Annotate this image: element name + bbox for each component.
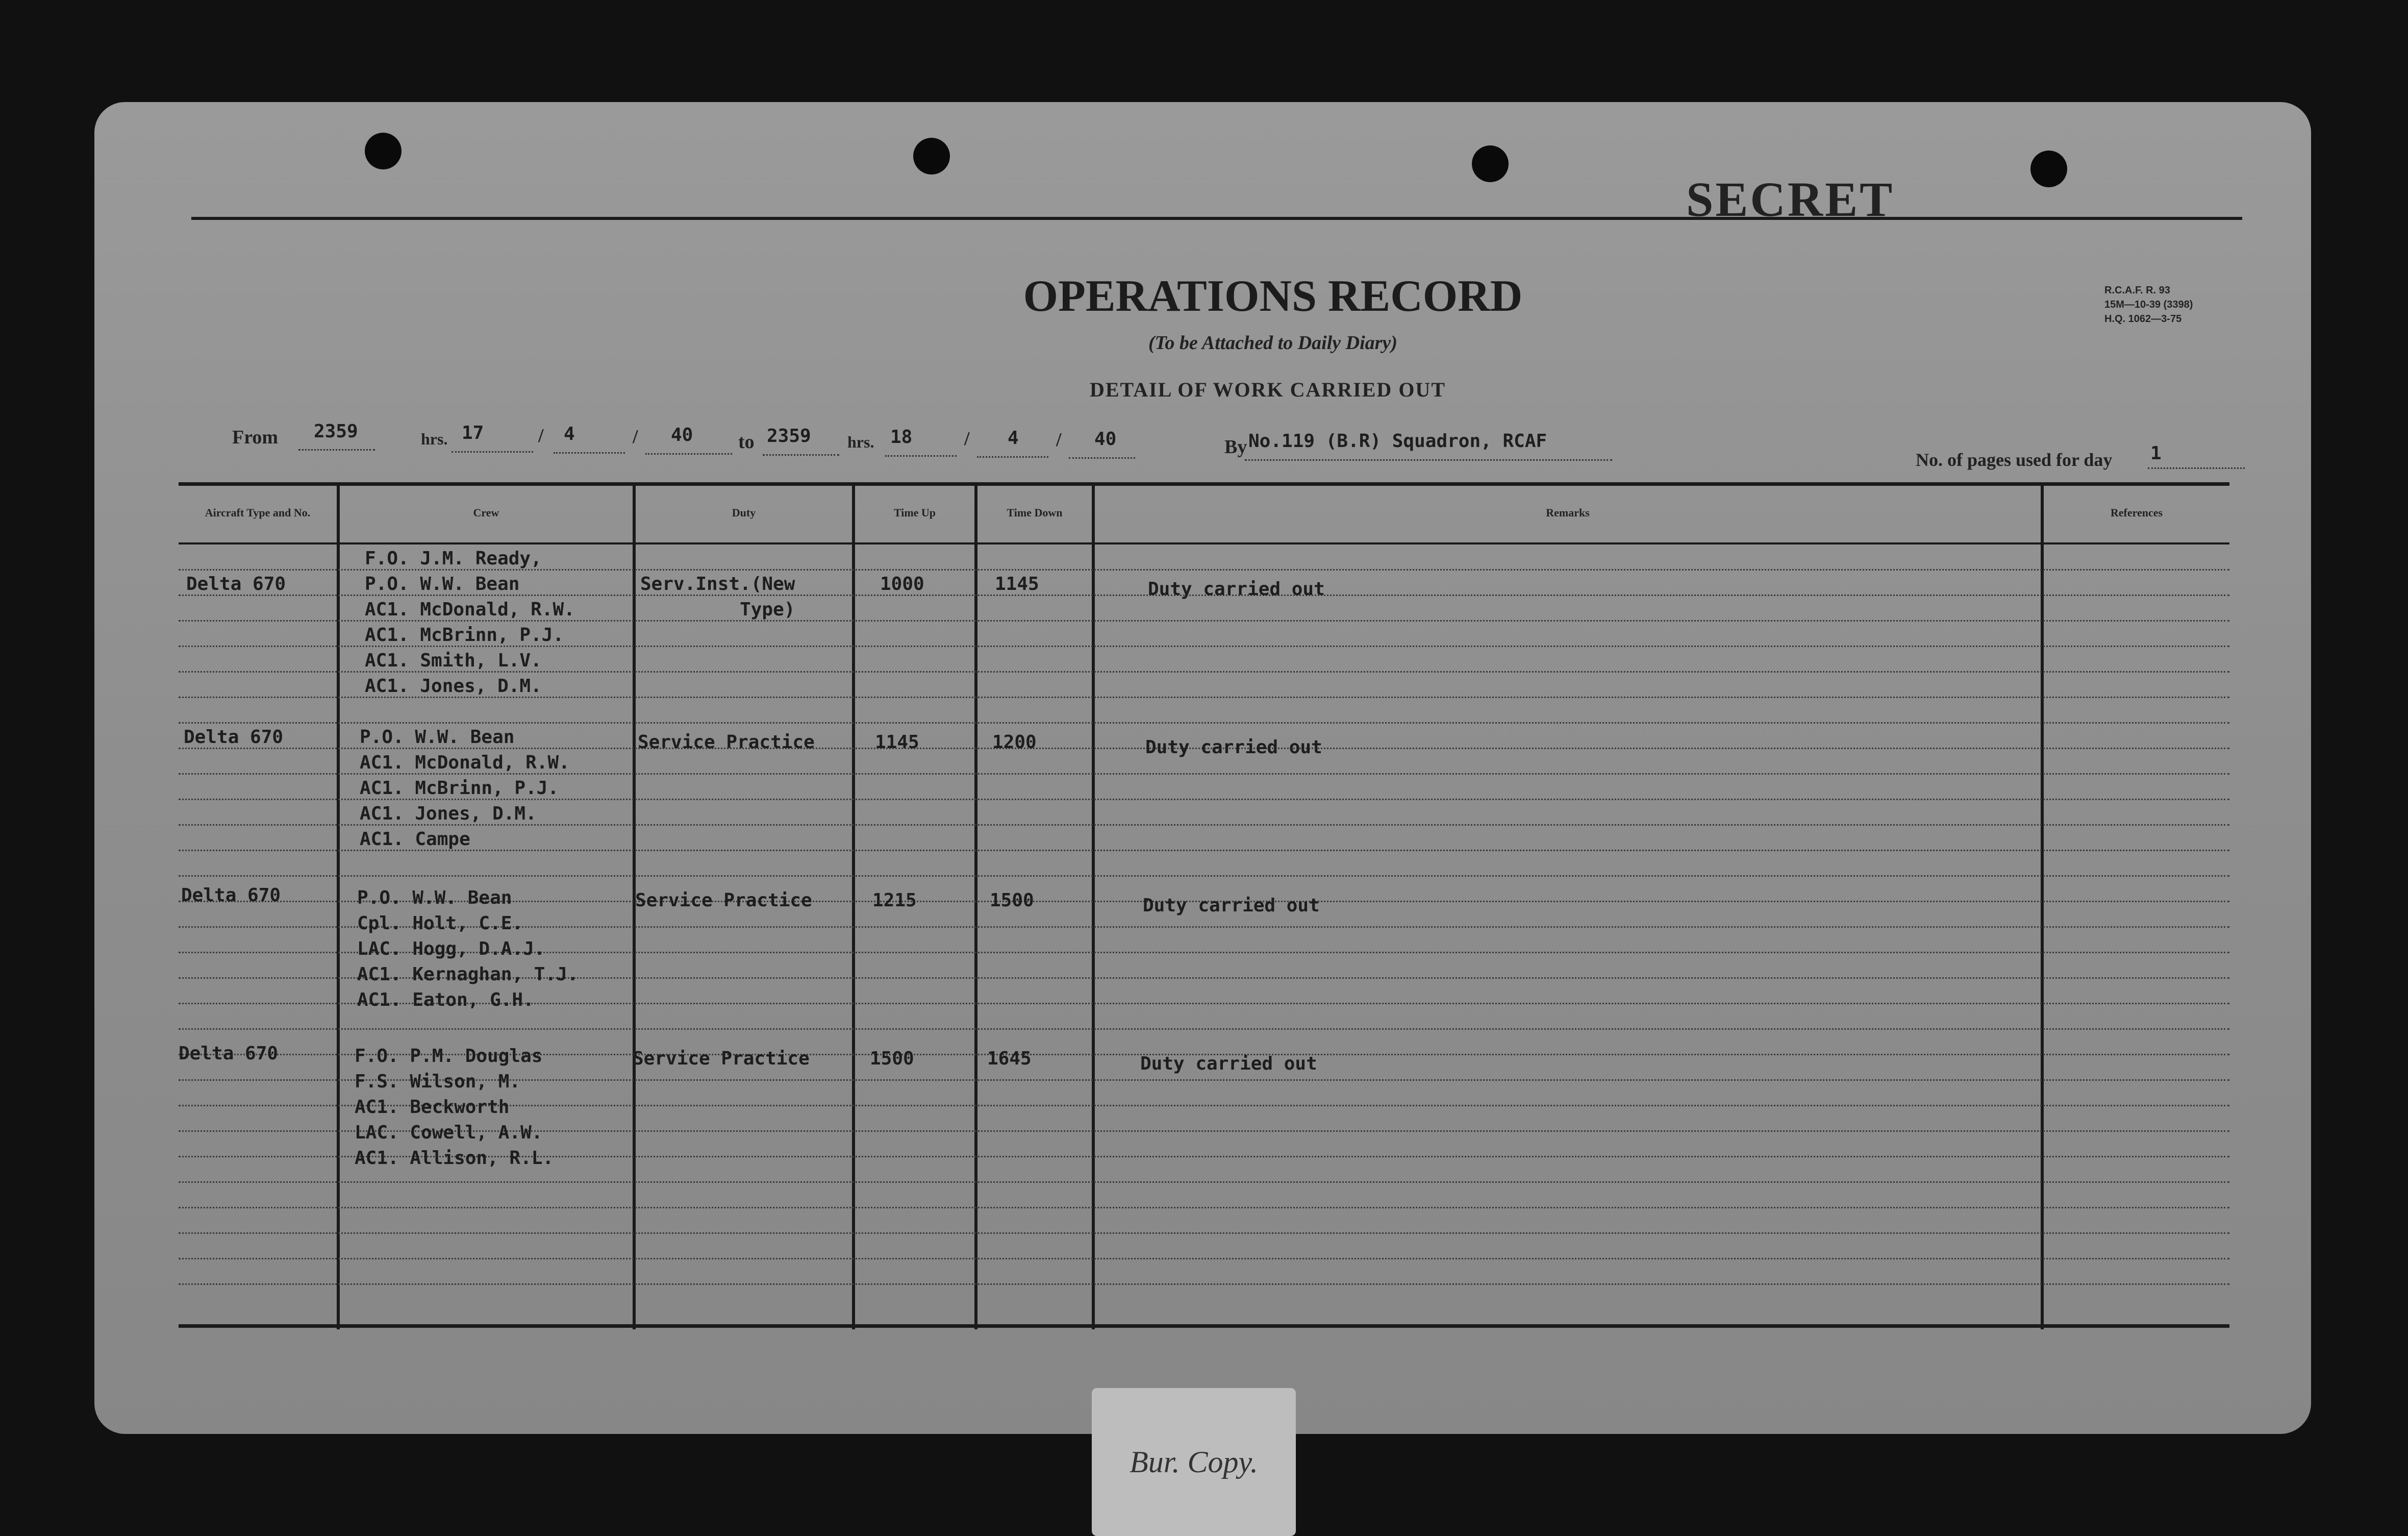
aircraft-cell: Delta 670 — [184, 727, 284, 748]
date-separator: / — [538, 425, 544, 447]
duty-cell: Service Practice — [635, 890, 812, 911]
col-header-references: References — [2110, 506, 2163, 519]
crew-cell: F.O. J.M. Ready, P.O. W.W. Bean AC1. McDonald, R.W. AC1. McBrinn, P.J. AC1. Smith, L.V. AC1. Jones, D.M. — [365, 548, 575, 697]
col-header-duty: Duty — [732, 506, 756, 519]
record-card — [94, 102, 2311, 1434]
hrs-label: hrs. — [847, 433, 874, 451]
from-day: 17 — [462, 423, 484, 443]
from-month: 4 — [564, 424, 575, 444]
col-header-time-up: Time Up — [893, 506, 936, 519]
aircraft-cell: Delta 670 — [186, 574, 286, 594]
aircraft-cell: Delta 670 — [181, 885, 281, 906]
date-separator: / — [1056, 429, 1062, 451]
remarks-cell: Duty carried out — [1140, 1053, 1317, 1074]
page-title: OPERATIONS RECORD — [1023, 271, 1523, 321]
from-time: 2359 — [314, 421, 358, 442]
duty-cell: Serv.Inst.(New Type) — [640, 574, 795, 620]
col-header-time-down: Time Down — [1007, 506, 1063, 519]
time-up-cell: 1500 — [870, 1048, 914, 1069]
date-separator: / — [964, 428, 970, 450]
copy-stamp: Bur. Copy. — [1092, 1388, 1296, 1536]
page-subtitle: (To be Attached to Daily Diary) — [1148, 332, 1397, 354]
col-header-aircraft: Aircraft Type and No. — [205, 506, 311, 519]
crew-cell: F.O. P.M. Douglas F.S. Wilson, M. AC1. Beckworth LAC. Cowell, A.W. AC1. Allison, R.L. — [355, 1046, 554, 1169]
crew-cell: P.O. W.W. Bean AC1. McDonald, R.W. AC1. McBrinn, P.J. AC1. Jones, D.M. AC1. Campe — [360, 727, 570, 850]
to-day: 18 — [890, 427, 913, 448]
time-up-cell: 1000 — [880, 574, 924, 594]
detail-heading: DETAIL OF WORK CARRIED OUT — [1089, 378, 1446, 401]
top-rule — [191, 217, 2242, 220]
time-down-cell: 1500 — [990, 890, 1034, 911]
aircraft-cell: Delta 670 — [179, 1043, 279, 1064]
punch-hole — [1472, 145, 1509, 182]
from-label: From — [232, 427, 279, 448]
from-year: 40 — [671, 425, 693, 445]
to-time: 2359 — [767, 426, 811, 447]
hrs-label: hrs. — [421, 430, 448, 448]
time-down-cell: 1200 — [992, 732, 1037, 753]
to-label: to — [738, 431, 755, 453]
classification-label: SECRET — [1686, 172, 1895, 227]
form-reference: R.C.A.F. R. 93 15M—10-39 (3398) H.Q. 1062—3-75 — [2104, 285, 2193, 325]
remarks-cell: Duty carried out — [1145, 737, 1322, 758]
remarks-cell: Duty carried out — [1148, 579, 1325, 600]
date-separator: / — [633, 426, 638, 448]
time-up-cell: 1145 — [875, 732, 919, 753]
to-month: 4 — [1008, 428, 1019, 449]
pages-count: 1 — [2150, 443, 2162, 464]
col-header-remarks: Remarks — [1546, 506, 1590, 519]
crew-cell: P.O. W.W. Bean Cpl. Holt, C.E. LAC. Hogg, D.A.J. AC1. Kernaghan, T.J. AC1. Eaton, G.H. — [357, 887, 579, 1010]
time-up-cell: 1215 — [872, 890, 917, 911]
punch-hole — [913, 138, 950, 175]
duty-cell: Service Practice — [638, 732, 815, 753]
unit-name: No.119 (B.R) Squadron, RCAF — [1248, 431, 1547, 452]
remarks-cell: Duty carried out — [1143, 895, 1320, 916]
to-year: 40 — [1094, 429, 1117, 450]
pages-label: No. of pages used for day — [1916, 450, 2113, 470]
duty-cell: Service Practice — [633, 1048, 810, 1069]
operations-table — [179, 482, 2229, 1329]
by-label: By — [1224, 436, 1247, 458]
punch-hole — [2030, 151, 2067, 187]
col-header-crew: Crew — [473, 506, 499, 519]
punch-hole — [365, 133, 402, 169]
time-down-cell: 1645 — [987, 1048, 1032, 1069]
time-down-cell: 1145 — [995, 574, 1039, 594]
